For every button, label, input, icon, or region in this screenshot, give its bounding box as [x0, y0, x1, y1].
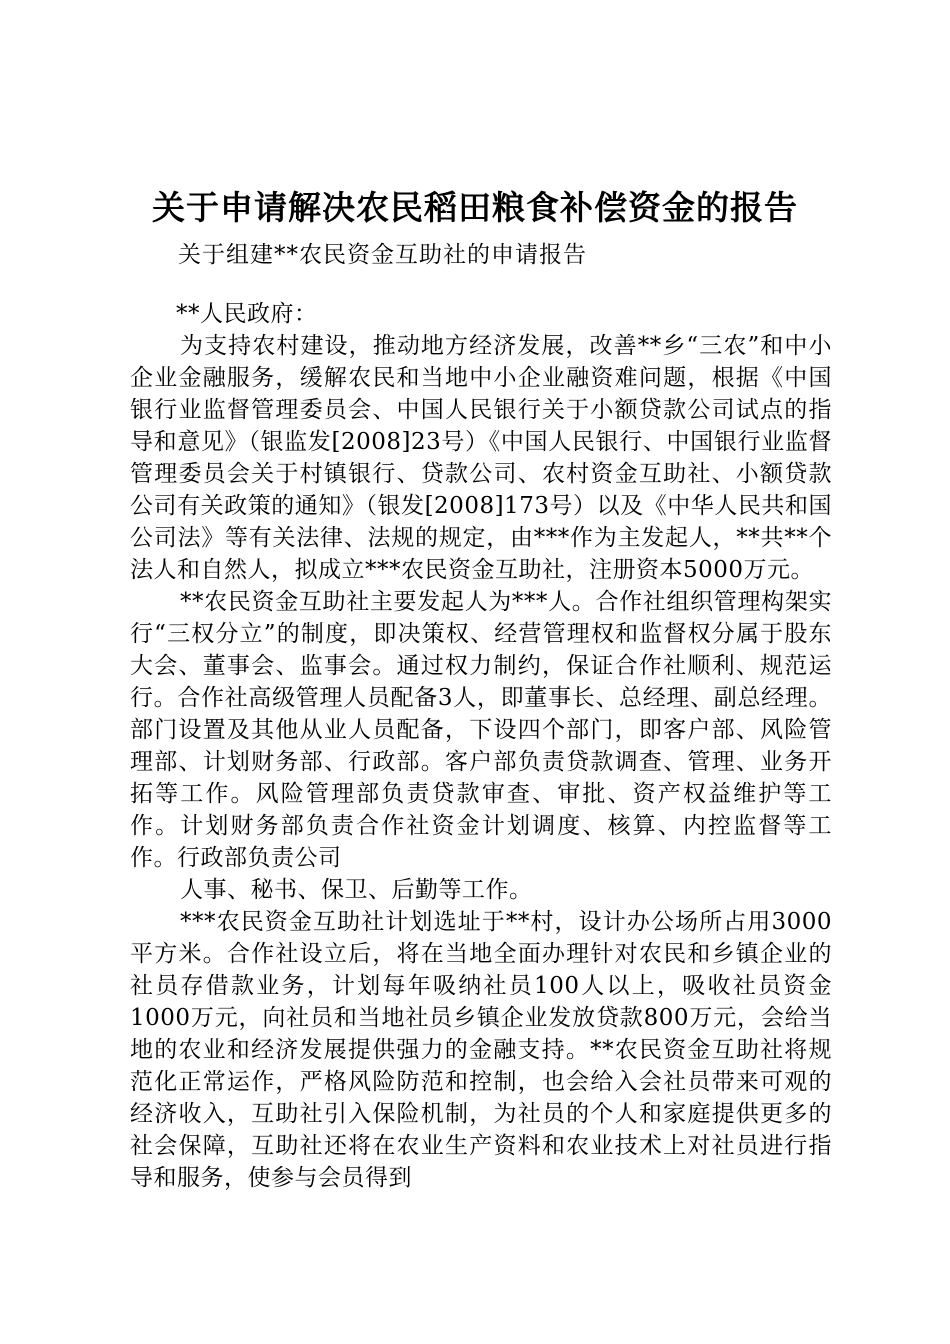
document-body — [130, 298, 832, 1194]
document-title: 关于申请解决农民稻田粮食补偿资金的报告 — [152, 188, 798, 227]
paragraph: **农民资金互助社主要发起人为***人。合作社组织管理构架实行“三权分立”的制度，即决策权、经营管理权和监督权分属于股东大会、董事会、监事会。通过权力制约，保证合作社顺利、规范运行。合作社高级管理人员配备3人，即董事长、总经理、副总经理。部门设置及其他从业人员配备，下设四个部门，即客户部、风险管理部、计划财务部、行政部。客户部负责贷款调查、管理、业务开拓等工作。风险管理部负责贷款审查、审批、资产权益维护等工作。计划财务部负责合作社资金计划调度、核算、内控监督等工作。行政部负责公司 — [130, 589, 832, 871]
paragraph: 人事、秘书、保卫、后勤等工作。 — [180, 877, 533, 903]
paragraph: 为支持农村建设，推动地方经济发展，改善**乡“三农”和中小企业金融服务，缓解农民和当地中小企业融资难问题，根据《中国银行业监督管理委员会、中国人民银行关于小额贷款公司试点的指导和意见》（银监发[2008]23号）《中国人民银行、中国银行业监督管理委员会关于村镇银行、贷款公司、农村资金互助社、小额贷款公司有关政策的通知》（银发[2008]173号）以及《中华人民共和国公司法》等有关法律、法规的规定，由***作为主发起人，**共**个法人和自然人，拟成立***农民资金互助社，注册资本5000万元。 — [130, 333, 832, 583]
document-subtitle: 关于组建**农民资金互助社的申请报告 — [178, 242, 587, 268]
paragraph: ***农民资金互助社计划选址于**村，设计办公场所占用3000平方米。合作社设立后，将在当地全面办理针对农民和乡镇企业的社员存借款业务，计划每年吸纳社员100人以上，吸收社员资金1000万元，向社员和当地社员乡镇企业发放贷款800万元，会给当地的农业和经济发展提供强力的金融支持。**农民资金互助社将规范化正常运作，严格风险防范和控制，也会给入会社员带来可观的经济收入，互助社引入保险机制，为社员的个人和家庭提供更多的社会保障，互助社还将在农业生产资料和农业技术上对社员进行指导和服务，使参与会员得到 — [130, 909, 832, 1191]
salutation: **人民政府： — [176, 301, 318, 327]
